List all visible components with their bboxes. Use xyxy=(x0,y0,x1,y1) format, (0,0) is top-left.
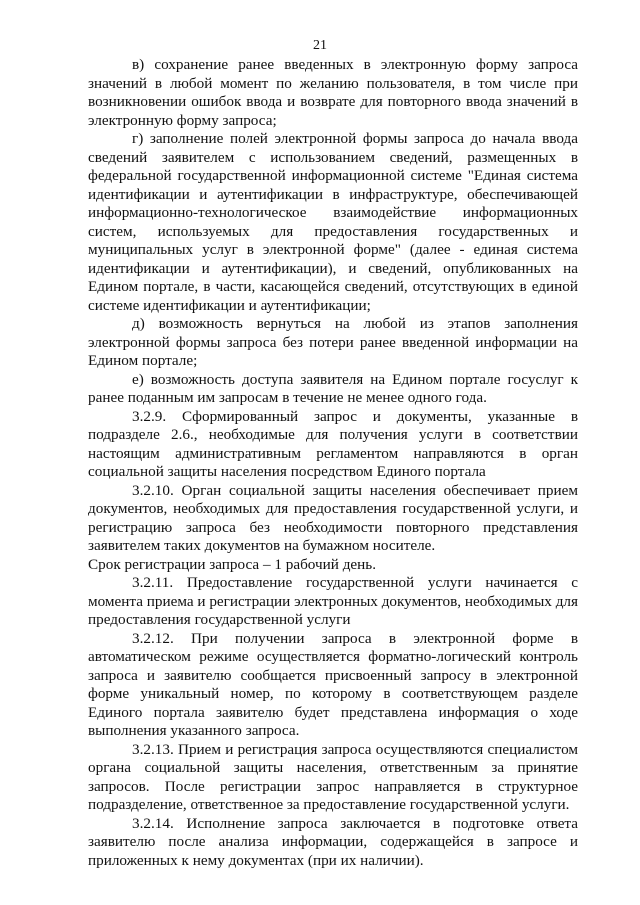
paragraph-3-2-13: 3.2.13. Прием и регистрация запроса осуществляются специалистом органа социальной защиты населения, ответственным за принятие запросов. После регистрации запрос направляется в структурное подразделение, ответственное за предоставление государственной услуги. xyxy=(88,740,578,813)
paragraph-g: г) заполнение полей электронной формы запроса до начала ввода сведений заявителем с использованием сведений, размещенных в федеральной государственной информационной системе "Единая система идентификации и аутентификации в инфраструктуре, обеспечивающей информационно-технологическое взаимодействие информационных систем, используемых для предоставления государственных и муниципальных услуг в электронной форме" (далее - единая система идентификации и аутентификации), и сведений, опубликованных на Едином портале, в части, касающейся сведений, отсутствующих в единой системе идентификации и аутентификации; xyxy=(88,130,578,314)
paragraph-d: д) возможность вернуться на любой из этапов заполнения электронной формы запроса без потери ранее введенной информации на Едином портале; xyxy=(88,315,578,369)
paragraph-3-2-10: 3.2.10. Орган социальной защиты населения обеспечивает прием документов, необходимых для предоставления государственной услуги, и регистрацию запроса без необходимости повторного представления заявителем таких документов на бумажном носителе. xyxy=(88,481,578,554)
paragraph-e: е) возможность доступа заявителя на Едином портале госуслуг к ранее поданным им запросам в течение не менее одного года. xyxy=(88,370,578,406)
document-body xyxy=(88,56,578,870)
paragraph-3-2-14: 3.2.14. Исполнение запроса заключается в подготовке ответа заявителю после анализа информации, содержащейся в запросе и приложенных к нему документах (при их наличии). xyxy=(88,814,578,869)
paragraph-v: в) сохранение ранее введенных в электронную форму запроса значений в любой момент по желанию пользователя, в том числе при возникновении ошибок ввода и возврате для повторного ввода значений в электронную форму запроса; xyxy=(88,56,578,129)
paragraph-3-2-12: 3.2.12. При получении запроса в электронной форме в автоматическом режиме осуществляется форматно-логический контроль запроса и заявителю сообщается присвоенный запросу в электронной форме уникальный номер, по которому в соответствующем разделе Единого портала заявителю будет представлена информация о ходе выполнения указанного запроса. xyxy=(88,629,578,739)
paragraph-3-2-11: 3.2.11. Предоставление государственной услуги начинается с момента приема и регистрации электронных документов, необходимых для предоставления государственной услуги xyxy=(88,574,578,628)
paragraph-3-2-9: 3.2.9. Сформированный запрос и документы, указанные в подразделе 2.6., необходимые для получения услуги в соответствии настоящим административным регламентом направляются в орган социальной защиты населения посредством Единого портала xyxy=(88,407,578,480)
page-number: 21 xyxy=(313,38,327,53)
registration-term: Срок регистрации запроса – 1 рабочий день. xyxy=(88,555,377,573)
